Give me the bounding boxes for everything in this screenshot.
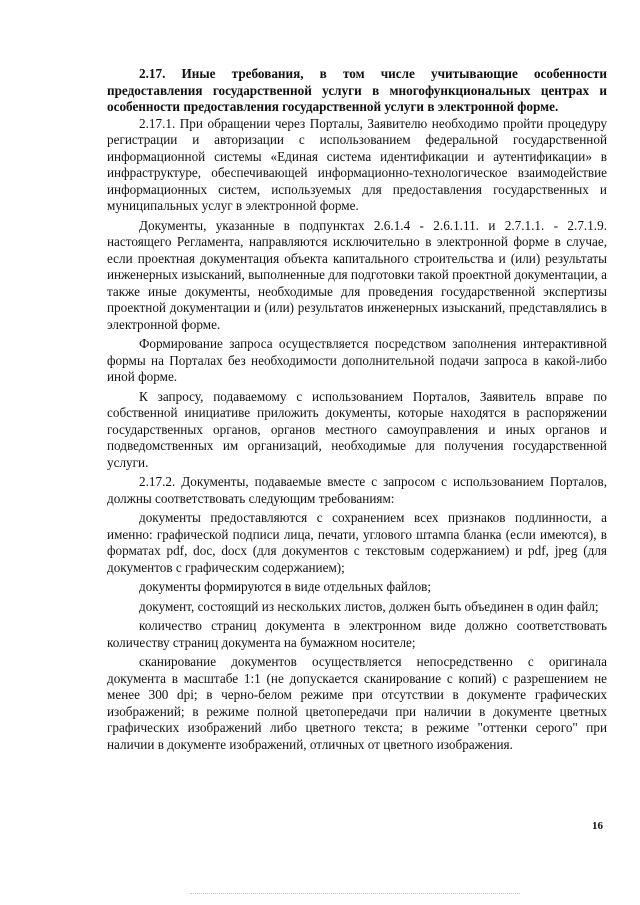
scan-edge-divider bbox=[190, 893, 520, 894]
paragraph-2-17-2: 2.17.2. Документы, подаваемые вместе с запросом с использованием Порталов, должны соответствовать следующим требованиям: bbox=[107, 474, 607, 506]
paragraph-separate-files: документы формируются в виде отдельных файлов; bbox=[139, 579, 432, 594]
section-heading: 2.17. Иные требования, в том числе учитывающие особенности предоставления государственной услуги в многофункциональных центрах и особенности предоставления государственной услуги в электронной форме. bbox=[107, 66, 607, 114]
paragraph-2-17-1: 2.17.1. При обращении через Порталы, Заявителю необходимо пройти процедуру регистрации и авторизации с использованием федеральной государственной информационной системы «Единая система идентификации и аутентификации» в инфраструктуре, обеспечивающей информационно-технологическое взаимодействие информационных систем, используемых для предоставления государственных и муниципальных услуг в электронной форме. bbox=[107, 115, 607, 213]
document-body bbox=[107, 66, 607, 756]
paragraph-scanning: сканирование документов осуществляется непосредственно с оригинала документа в масштабе 1:1 (не допускается сканирование с копий) с разрешением не менее 300 dpi; в черно-белом режиме при отсутствии в документе графических изображений; в режиме полной цветопередачи при наличии в документе цветных графических изображений либо цветного текста; в режиме "оттенки серого" при наличии в документе изображений, отличных от цветного изображения. bbox=[107, 654, 607, 752]
paragraph-documents-list: Документы, указанные в подпунктах 2.6.1.4 - 2.6.1.11. и 2.7.1.1. - 2.7.1.9. настоящего Регламента, направляются исключительно в электронной форме в случае, если проектная документация объекта капитального строительства и (или) результаты инженерных изысканий, выполненные для подготовки такой проектной документации, а также иные документы, необходимые для проведения государственной экспертизы проектной документации и (или) результатов инженерных изысканий, представлялись в электронной форме. bbox=[107, 217, 607, 332]
paragraph-authenticity: документы предоставляются с сохранением всех признаков подлинности, а именно: графической подписи лица, печати, углового штампа бланка (если имеются), в форматах pdf, doc, docx (для документов с текстовым содержанием) и pdf, jpeg (для документов с графическим содержанием); bbox=[107, 510, 607, 575]
paragraph-request-forming: Формирование запроса осуществляется посредством заполнения интерактивной формы на Порталах без необходимости дополнительной подачи запроса в какой-либо иной форме. bbox=[107, 336, 607, 384]
page-number: 16 bbox=[592, 820, 603, 832]
paragraph-single-file: документ, состоящий из нескольких листов, должен быть объединен в один файл; bbox=[139, 598, 599, 614]
paragraph-page-count: количество страниц документа в электронном виде должно соответствовать количеству страниц документа на бумажном носителе; bbox=[107, 618, 607, 650]
paragraph-attachments: К запросу, подаваемому с использованием Порталов, Заявитель вправе по собственной инициативе приложить документы, которые находятся в распоряжении государственных органов, органов местного самоуправления и иных органов и подведомственных им организаций, необходимые для получения государственной услуги. bbox=[107, 388, 607, 470]
